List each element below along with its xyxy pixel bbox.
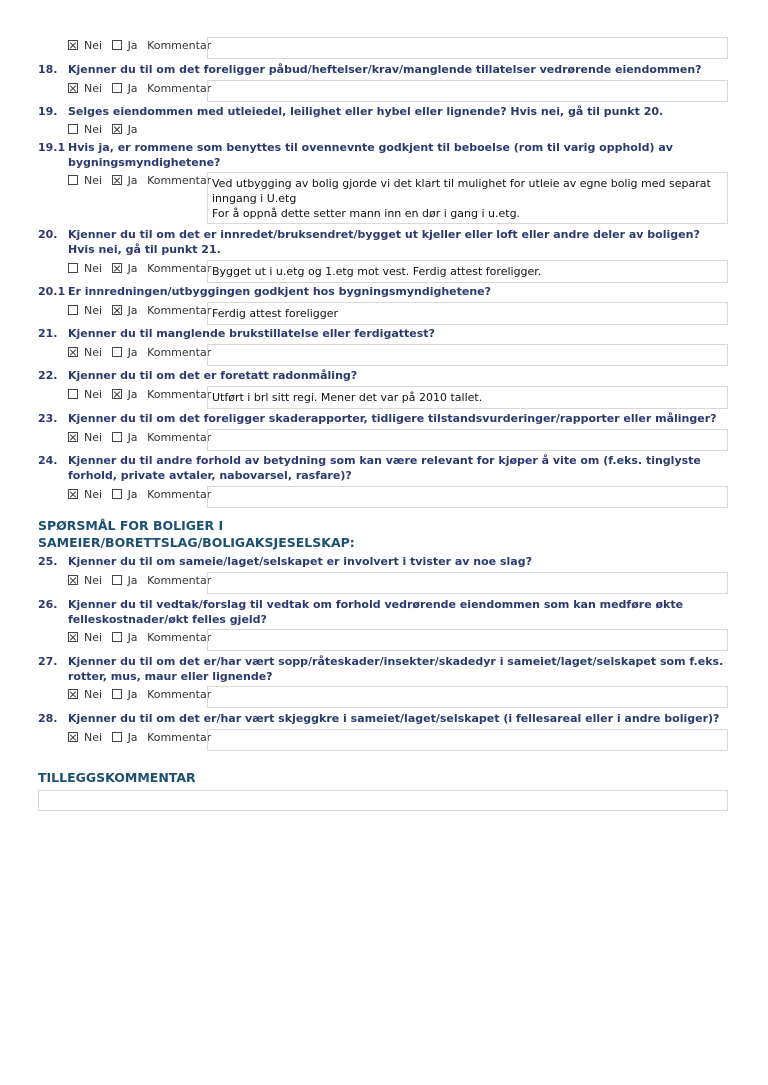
comment-field[interactable] — [207, 344, 728, 366]
ja-checkbox[interactable] — [112, 732, 122, 742]
question-number: 25. — [38, 555, 58, 568]
kommentar-label: Kommentar — [147, 388, 212, 401]
question-number: 22. — [38, 369, 58, 382]
nei-checkbox[interactable] — [68, 347, 78, 357]
answer-row — [68, 172, 728, 220]
ja-label: Ja — [127, 262, 138, 275]
nei-checkbox[interactable] — [68, 83, 78, 93]
nei-label: Nei — [84, 174, 103, 187]
ja-checkbox[interactable] — [112, 489, 122, 499]
question-18 — [38, 62, 728, 77]
ja-checkbox[interactable] — [112, 632, 122, 642]
question-19-1 — [38, 140, 728, 170]
nei-label: Nei — [84, 346, 103, 359]
nei-label: Nei — [84, 574, 103, 587]
answer-row — [68, 80, 728, 102]
question-number: 23. — [38, 412, 58, 425]
question-text: Kjenner du til om det er/har vært sopp/råteskader/insekter/skadedyr i sameiet/laget/selskapet som f.eks. rotter, mus, maur eller lignende? — [68, 655, 724, 683]
question-28 — [38, 711, 728, 726]
kommentar-label: Kommentar — [147, 574, 212, 587]
answer-row — [68, 386, 728, 408]
ja-checkbox[interactable] — [112, 263, 122, 273]
comment-field[interactable] — [207, 429, 728, 451]
nei-checkbox[interactable] — [68, 40, 78, 50]
question-number: 26. — [38, 598, 58, 611]
ja-checkbox[interactable] — [112, 432, 122, 442]
ja-label: Ja — [127, 688, 138, 701]
answer-row — [68, 302, 728, 324]
question-text: Kjenner du til vedtak/forslag til vedtak om forhold vedrørende eiendommen som kan medføre økte felleskostnader/økt felles gjeld? — [68, 598, 684, 626]
extra-comment-field[interactable] — [38, 790, 728, 811]
ja-label: Ja — [127, 39, 138, 52]
nei-checkbox[interactable] — [68, 689, 78, 699]
ja-label: Ja — [127, 631, 138, 644]
nei-label: Nei — [84, 631, 103, 644]
ja-checkbox[interactable] — [112, 40, 122, 50]
ja-checkbox[interactable] — [112, 389, 122, 399]
kommentar-label: Kommentar — [147, 731, 212, 744]
kommentar-label: Kommentar — [147, 688, 212, 701]
question-20 — [38, 227, 728, 257]
question-number: 24. — [38, 454, 58, 467]
answer-row-prev — [68, 37, 728, 59]
nei-label: Nei — [84, 262, 103, 275]
question-number: 28. — [38, 712, 58, 725]
question-text: Kjenner du til om det er foretatt radonmåling? — [68, 369, 358, 382]
kommentar-label: Kommentar — [147, 631, 212, 644]
nei-checkbox[interactable] — [68, 432, 78, 442]
kommentar-label: Kommentar — [147, 304, 212, 317]
question-text: Kjenner du til om det er/har vært skjeggkre i sameiet/laget/selskapet (i fellesareal eller i andre boliger)? — [68, 712, 720, 725]
answer-row — [68, 344, 728, 366]
ja-label: Ja — [127, 388, 138, 401]
question-27 — [38, 654, 728, 684]
nei-checkbox[interactable] — [68, 124, 78, 134]
question-number: 20. — [38, 228, 58, 241]
nei-label: Nei — [84, 123, 103, 136]
ja-label: Ja — [127, 488, 138, 501]
extra-comment-heading: TILLEGGSKOMMENTAR — [38, 770, 196, 785]
question-text: Kjenner du til om det er innredet/bruksendret/bygget ut kjeller eller loft eller andre deler av boligen? Hvis nei, gå til punkt 21. — [68, 228, 700, 256]
question-text: Hvis ja, er rommene som benyttes til ovennevnte godkjent til beboelse (rom til varig opphold) av bygningsmyndighetene? — [68, 141, 673, 169]
nei-label: Nei — [84, 731, 103, 744]
ja-checkbox[interactable] — [112, 347, 122, 357]
question-26 — [38, 597, 728, 627]
nei-checkbox[interactable] — [68, 732, 78, 742]
comment-field[interactable] — [207, 572, 728, 594]
nei-checkbox[interactable] — [68, 175, 78, 185]
nei-label: Nei — [84, 688, 103, 701]
comment-field[interactable] — [207, 37, 728, 59]
ja-label: Ja — [127, 123, 138, 136]
nei-label: Nei — [84, 488, 103, 501]
comment-field[interactable]: Bygget ut i u.etg og 1.etg mot vest. Ferdig attest foreligger. — [207, 260, 728, 283]
nei-label: Nei — [84, 39, 103, 52]
ja-checkbox[interactable] — [112, 124, 122, 134]
question-23 — [38, 411, 728, 426]
kommentar-label: Kommentar — [147, 431, 212, 444]
comment-field[interactable] — [207, 686, 728, 708]
nei-checkbox[interactable] — [68, 489, 78, 499]
question-number: 18. — [38, 63, 58, 76]
ja-label: Ja — [127, 82, 138, 95]
comment-field[interactable]: Ferdig attest foreligger — [207, 302, 728, 325]
comment-field[interactable]: Ved utbygging av bolig gjorde vi det klart til mulighet for utleie av egne bolig med separat inngang i U.etg For å oppnå dette setter mann inn en dør i gang i u.etg. — [207, 172, 728, 224]
nei-checkbox[interactable] — [68, 575, 78, 585]
ja-checkbox[interactable] — [112, 175, 122, 185]
ja-label: Ja — [127, 431, 138, 444]
ja-label: Ja — [127, 174, 138, 187]
kommentar-label: Kommentar — [147, 174, 212, 187]
question-text: Kjenner du til om det foreligger skaderapporter, tidligere tilstandsvurderinger/rapporter eller målinger? — [68, 412, 717, 425]
question-text: Selges eiendommen med utleiedel, leilighet eller hybel eller lignende? Hvis nei, gå til punkt 20. — [68, 105, 664, 118]
kommentar-label: Kommentar — [147, 39, 212, 52]
question-text: Kjenner du til manglende brukstillatelse eller ferdigattest? — [68, 327, 435, 340]
answer-row — [68, 629, 728, 651]
answer-row — [68, 729, 728, 751]
nei-label: Nei — [84, 431, 103, 444]
question-number: 20.1 — [38, 285, 66, 298]
ja-checkbox[interactable] — [112, 83, 122, 93]
comment-field[interactable] — [207, 729, 728, 751]
question-number: 19.1 — [38, 141, 66, 154]
kommentar-label: Kommentar — [147, 82, 212, 95]
question-text: Kjenner du til om sameie/laget/selskapet er involvert i tvister av noe slag? — [68, 555, 532, 568]
question-25 — [38, 554, 728, 569]
nei-label: Nei — [84, 82, 103, 95]
ja-checkbox[interactable] — [112, 305, 122, 315]
nei-checkbox[interactable] — [68, 632, 78, 642]
question-text: Er innredningen/utbyggingen godkjent hos bygningsmyndighetene? — [68, 285, 492, 298]
section-heading: SPØRSMÅL FOR BOLIGER I SAMEIER/BORETTSLAG/BOLIGAKSJESELSKAP: — [38, 518, 355, 550]
question-24 — [38, 453, 728, 483]
question-21 — [38, 326, 728, 341]
answer-row — [68, 486, 728, 508]
question-text: Kjenner du til andre forhold av betydning som kan være relevant for kjøper å vite om (f.eks. tinglyste forhold, private avtaler, nabovarsel, rasfare)? — [68, 454, 701, 482]
kommentar-label: Kommentar — [147, 346, 212, 359]
ja-checkbox[interactable] — [112, 575, 122, 585]
question-20-1 — [38, 284, 728, 299]
comment-field[interactable] — [207, 80, 728, 102]
comment-field[interactable]: Utført i brl sitt regi. Mener det var på 2010 tallet. — [207, 386, 728, 409]
comment-field[interactable] — [207, 486, 728, 508]
nei-checkbox[interactable] — [68, 263, 78, 273]
answer-row — [68, 260, 728, 282]
question-number: 19. — [38, 105, 58, 118]
ja-label: Ja — [127, 304, 138, 317]
answer-row — [68, 429, 728, 451]
nei-checkbox[interactable] — [68, 305, 78, 315]
nei-checkbox[interactable] — [68, 389, 78, 399]
ja-checkbox[interactable] — [112, 689, 122, 699]
question-number: 27. — [38, 655, 58, 668]
ja-label: Ja — [127, 574, 138, 587]
kommentar-label: Kommentar — [147, 262, 212, 275]
nei-label: Nei — [84, 388, 103, 401]
question-number: 21. — [38, 327, 58, 340]
nei-label: Nei — [84, 304, 103, 317]
kommentar-label: Kommentar — [147, 488, 212, 501]
ja-label: Ja — [127, 731, 138, 744]
comment-field[interactable] — [207, 629, 728, 651]
question-text: Kjenner du til om det foreligger påbud/heftelser/krav/manglende tillatelser vedrørende eiendommen? — [68, 63, 702, 76]
ja-label: Ja — [127, 346, 138, 359]
question-19 — [38, 104, 728, 119]
answer-row — [68, 686, 728, 708]
question-22 — [38, 368, 728, 383]
answer-row — [68, 572, 728, 594]
